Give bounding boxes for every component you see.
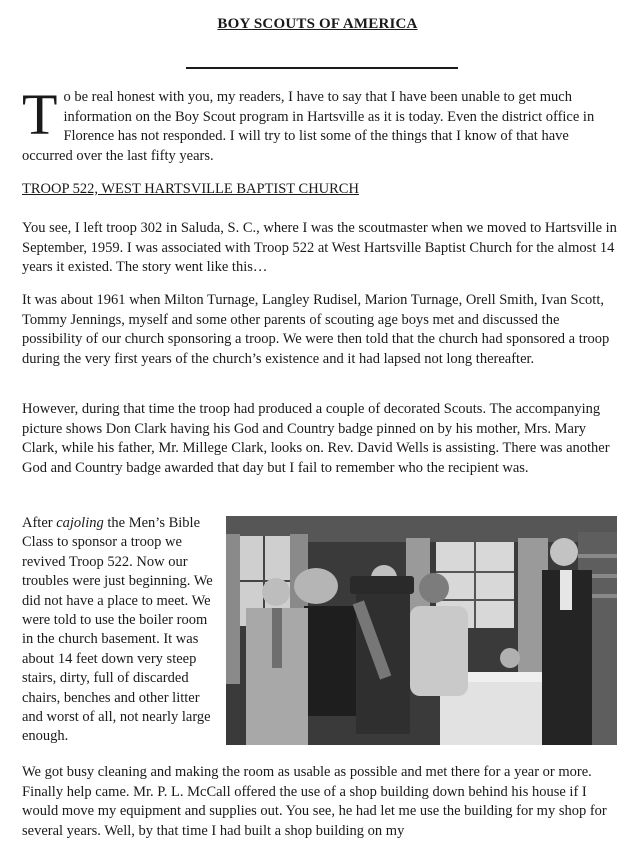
side-text-after: the Men’s Bible Class to sponsor a troop we revived Troop 522. Now our troubles were just beginning. We did not have a place to meet. We were told to use the boiler room in the church basement. It was about 14 feet down very steep stairs, dirty, full of discarded chairs, benches and other litter and worst of all, not nearly large enough. [22, 515, 213, 745]
photo-illustration [226, 516, 617, 745]
title-divider [186, 67, 458, 69]
section-heading: TROOP 522, WEST HARTSVILLE BAPTIST CHURCH [22, 181, 359, 197]
photo-badge-ceremony [226, 516, 617, 745]
closing-paragraph: We got busy cleaning and making the room as usable as possible and met there for a year or more. Finally help came. Mr. P. L. McCall offered the use of a shop building down behind his house if I would move my equipment and supplies out. You see, he had let me use the building for my shop for several years. Well, by that time I had built a shop building on my [22, 764, 607, 839]
paragraph-2: It was about 1961 when Milton Turnage, Langley Rudisel, Marion Turnage, Orell Smith, Ivan Scott, Tommy Jennings, myself and some other parents of scouting age boys met and discussed the possibility of our church sponsoring a troop. We were then told that the church had sponsored a troop during the very first years of the church’s existence and it had lapsed not long thereafter. [22, 292, 610, 367]
drop-cap: T [22, 82, 58, 147]
intro-text: o be real honest with you, my readers, I have to say that I have been unable to get much information on the Boy Scout program in Hartsville as it is today. Even the district office in Florence has not responded. I will try to list some of the things that I know of that have occurred over the last fifty years. [22, 89, 595, 164]
intro-paragraph [22, 82, 622, 166]
side-paragraph [22, 514, 222, 747]
page-title: BOY SCOUTS OF AMERICA [217, 16, 418, 32]
paragraph-1: You see, I left troop 302 in Saluda, S. C., where I was the scoutmaster when we moved to Hartsville in September, 1959. I was associated with Troop 522 at West Hartsville Baptist Church for the almost 14 years it existed. The story went like this… [22, 220, 617, 275]
side-text-emphasis: cajoling [56, 515, 104, 531]
side-text-before: After [22, 515, 57, 531]
paragraph-3: However, during that time the troop had produced a couple of decorated Scouts. The accompanying picture shows Don Clark having his God and Country badge pinned on by his mother, Mrs. Mary Clark, while his father, Mr. Millege Clark, looks on. Rev. David Wells is assisting. There was another God and Country badge awarded that day but I fail to remember who the recipient was. [22, 401, 610, 476]
